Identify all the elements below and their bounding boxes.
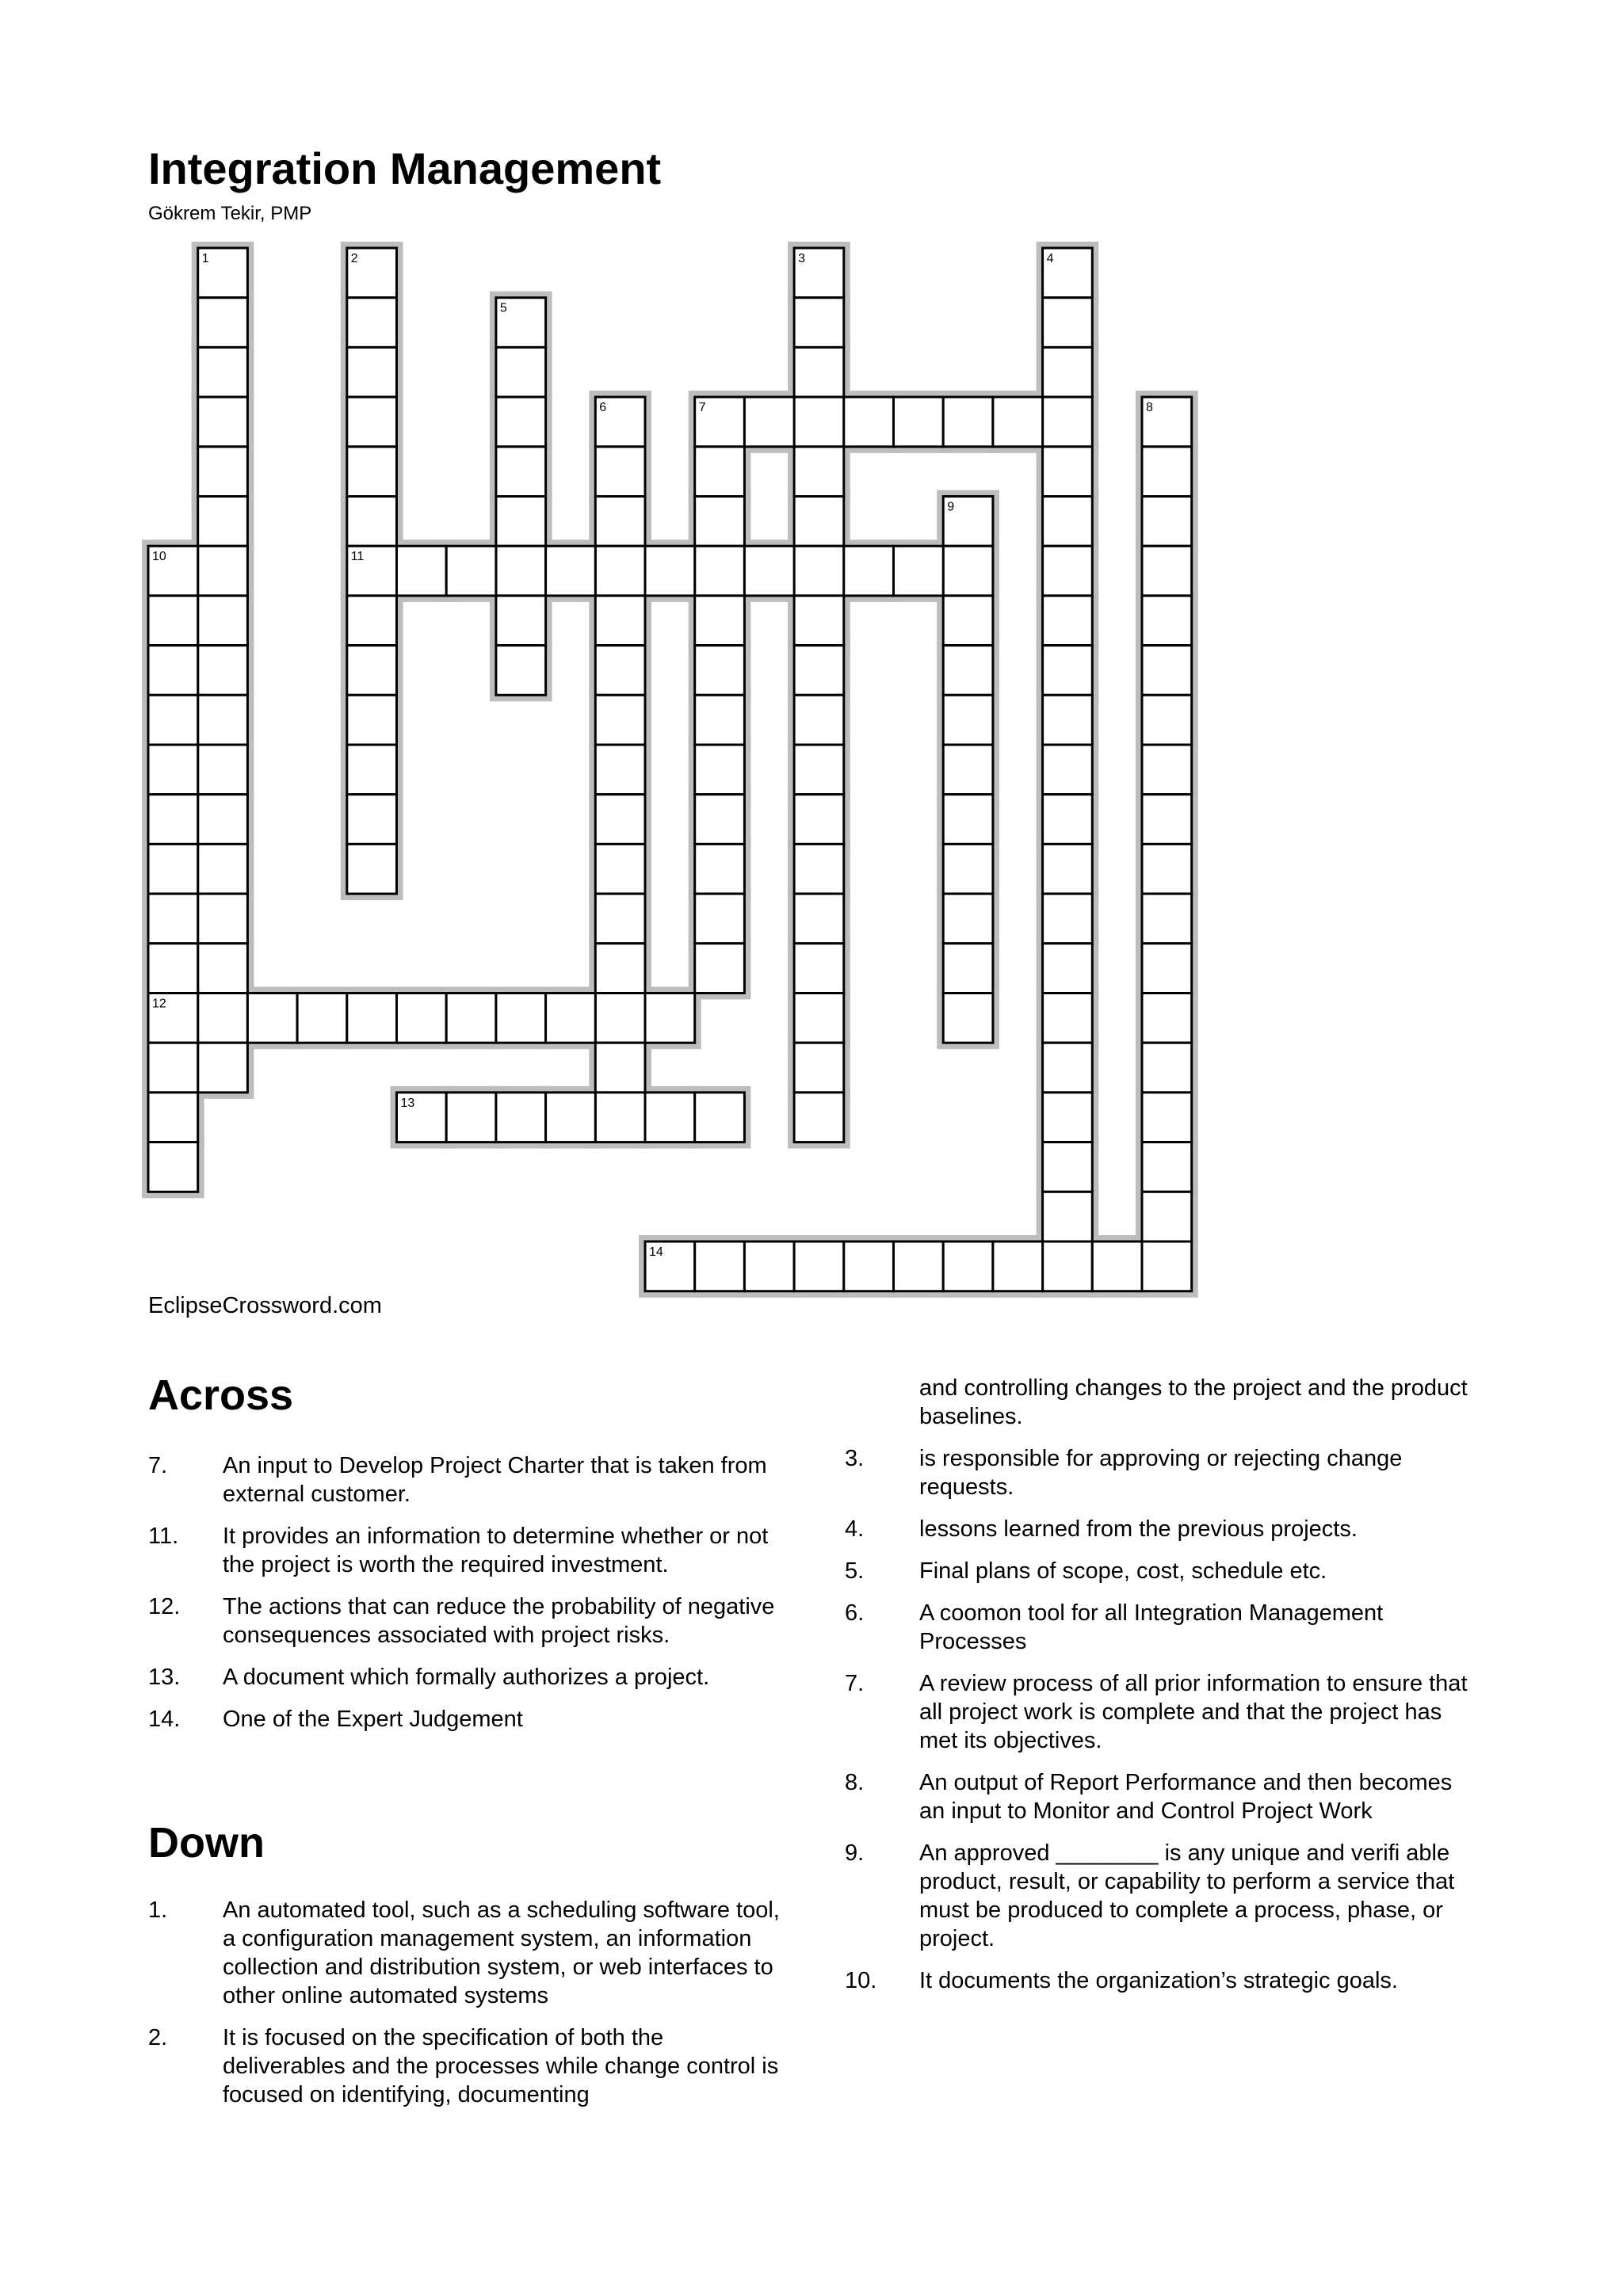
grid-cell[interactable] [744,1241,794,1291]
clue-number: 12. [148,1594,181,1619]
clue-number: 1. [148,1897,168,1923]
grid-cell[interactable] [595,1093,645,1142]
grid-cell[interactable] [148,596,198,646]
grid-cell[interactable] [198,596,248,646]
grid-cell[interactable] [347,497,397,547]
grid-cell[interactable] [894,1241,944,1291]
clue-text: An output of Report Performance and then becomes an input to Monitor and Control Project Work [919,1770,1453,1824]
grid-cell[interactable] [446,546,496,596]
grid-cell[interactable] [595,944,645,994]
grid-cell[interactable] [198,1043,248,1093]
grid-cell[interactable] [198,546,248,596]
grid-cell[interactable] [1142,695,1192,745]
page-title: Integration Management [148,143,662,193]
grid-cell[interactable] [198,646,248,696]
grid-cell[interactable] [794,546,844,596]
grid-cell[interactable] [1142,994,1192,1043]
grid-cell[interactable] [1043,596,1093,646]
grid-number: 7 [698,401,706,415]
grid-cell[interactable] [943,646,993,696]
down-clue [845,1599,1479,1656]
grid-number: 4 [1046,252,1054,265]
grid-cell[interactable] [347,347,397,397]
grid-cell[interactable] [347,795,397,845]
clue-text: An approved ________ is any unique and verifi able product, result, or capability to perform a service that must be produced to complete a process, phase, or project. [919,1840,1455,1951]
grid-cell[interactable] [744,397,794,447]
grid-cell[interactable] [595,795,645,845]
grid-cell[interactable] [1142,646,1192,696]
grid-cell[interactable] [1142,596,1192,646]
across-heading: Across [148,1371,294,1419]
grid-cell[interactable] [595,646,645,696]
grid-cell[interactable] [645,994,695,1043]
grid-cell[interactable] [744,546,794,596]
clue-number: 5. [845,1558,865,1584]
grid-number: 10 [152,550,166,564]
grid-cell[interactable] [794,994,844,1043]
grid-cell[interactable] [347,994,397,1043]
grid-number: 3 [798,252,806,265]
grid-cell[interactable] [397,994,447,1043]
clue-text: A coomon tool for all Integration Management Processes [919,1600,1384,1654]
clue-text: An automated tool, such as a scheduling software tool, a configuration management system, an information collection and distribution system, or web interfaces to other online automated systems [223,1897,780,2008]
across-clue-list [148,1451,782,1747]
grid-cell[interactable] [695,894,745,944]
grid-cell[interactable] [198,894,248,944]
grid-cell[interactable] [794,298,844,348]
grid-cell[interactable] [794,844,844,894]
grid-cell[interactable] [148,646,198,696]
grid-cell[interactable] [347,844,397,894]
clue-text: is responsible for approving or rejecting change requests. [919,1446,1403,1500]
site-credit: EclipseCrossword.com [148,1293,382,1318]
grid-cell[interactable] [347,298,397,348]
grid-cell[interactable] [297,994,347,1043]
clue-number: 7. [148,1453,168,1478]
grid-cell[interactable] [496,546,546,596]
clue-text: It provides an information to determine whether or not the project is worth the required investment. [223,1524,769,1577]
clue-text: and controlling changes to the project and the product baselines. [919,1375,1468,1429]
down-clue [148,2023,782,2109]
grid-cell[interactable] [695,795,745,845]
down-clue-continuation [845,1374,1479,1431]
across-clue [148,1663,782,1691]
grid-cell[interactable] [1142,944,1192,994]
grid-cell[interactable] [496,497,546,547]
grid-cell[interactable] [1043,646,1093,696]
grid-cell[interactable] [943,397,993,447]
grid-cell[interactable] [695,447,745,497]
grid-cell[interactable] [1043,894,1093,944]
grid-cell[interactable] [347,745,397,795]
grid-number: 12 [152,997,166,1011]
grid-cell[interactable] [347,596,397,646]
grid-cell[interactable] [148,745,198,795]
grid-cell[interactable] [198,844,248,894]
grid-cell[interactable] [496,1093,546,1142]
clue-number: 6. [845,1600,865,1626]
across-clue [148,1451,782,1508]
grid-cell[interactable] [943,994,993,1043]
grid-cell[interactable] [496,994,546,1043]
grid-cell[interactable] [595,447,645,497]
grid-cell[interactable] [794,397,844,447]
grid-cell[interactable] [695,944,745,994]
grid-cell[interactable] [347,447,397,497]
grid-cell[interactable] [546,546,596,596]
grid-number: 13 [400,1096,415,1110]
grid-cell[interactable] [645,546,695,596]
down-clue [845,1966,1479,1995]
grid-cell[interactable] [1142,546,1192,596]
grid-cell[interactable] [794,596,844,646]
grid-cell[interactable] [695,745,745,795]
grid-cell[interactable] [695,1093,745,1142]
clue-text: A review process of all prior information to ensure that all project work is complete and that the project has met its objectives. [919,1671,1468,1753]
grid-cell[interactable] [198,795,248,845]
grid-cell[interactable] [595,497,645,547]
grid-cell[interactable] [148,1142,198,1192]
clue-text: One of the Expert Judgement [223,1707,523,1732]
grid-cell[interactable] [993,397,1043,447]
grid-cell[interactable] [496,646,546,696]
grid-cell[interactable] [1142,745,1192,795]
grid-cell[interactable] [844,1241,894,1291]
grid-cell[interactable] [844,546,894,596]
grid-cell[interactable] [943,1241,993,1291]
grid-cell[interactable] [943,795,993,845]
down-clue [845,1444,1479,1501]
down-clue [845,1669,1479,1755]
grid-cell[interactable] [595,695,645,745]
grid-cell[interactable] [794,795,844,845]
grid-cell[interactable] [1142,1142,1192,1192]
grid-cell[interactable] [794,1241,844,1291]
grid-number: 6 [599,401,607,415]
grid-cell[interactable] [148,944,198,994]
grid-cell[interactable] [1043,994,1093,1043]
grid-cell[interactable] [695,844,745,894]
down-clue [148,1896,782,2010]
grid-cell[interactable] [1043,447,1093,497]
clue-number: 9. [845,1840,865,1866]
grid-cell[interactable] [1142,894,1192,944]
grid-cell[interactable] [943,894,993,944]
grid-cell[interactable] [794,347,844,397]
grid-cell[interactable] [496,397,546,447]
grid-cell[interactable] [496,447,546,497]
clue-number: 3. [845,1446,865,1471]
grid-cell[interactable] [1142,844,1192,894]
grid-cell[interactable] [1043,1093,1093,1142]
grid-number: 14 [649,1245,663,1259]
clue-text: The actions that can reduce the probability of negative consequences associated with project risks. [223,1594,775,1648]
grid-cell[interactable] [1043,795,1093,845]
grid-cell[interactable] [198,298,248,348]
across-clue [148,1705,782,1733]
grid-cell[interactable] [1043,844,1093,894]
down-clue-list-continued [845,1374,1479,2008]
grid-cell[interactable] [148,1093,198,1142]
grid-cell[interactable] [1043,695,1093,745]
clue-number: 14. [148,1707,181,1732]
grid-cell[interactable] [1043,1192,1093,1241]
grid-cell[interactable] [1043,1241,1093,1291]
grid-cell[interactable] [1142,497,1192,547]
grid-cell[interactable] [347,397,397,447]
down-heading: Down [148,1819,265,1867]
grid-cell[interactable] [148,695,198,745]
grid-cell[interactable] [198,497,248,547]
clue-number: 10. [845,1968,877,1993]
grid-cell[interactable] [595,994,645,1043]
grid-cell[interactable] [794,1043,844,1093]
grid-cell[interactable] [695,546,745,596]
grid-cell[interactable] [993,1241,1043,1291]
grid-cell[interactable] [546,994,596,1043]
grid-cell[interactable] [397,546,447,596]
grid-cell[interactable] [1043,298,1093,348]
grid-cell[interactable] [1043,1043,1093,1093]
grid-cell[interactable] [794,447,844,497]
clue-number: 4. [845,1516,865,1542]
grid-cell[interactable] [943,944,993,994]
clue-text: A document which formally authorizes a project. [223,1665,710,1690]
grid-cell[interactable] [695,596,745,646]
grid-cell[interactable] [1142,1043,1192,1093]
grid-cell[interactable] [148,795,198,845]
grid-cell[interactable] [546,1093,596,1142]
grid-cell[interactable] [198,347,248,397]
grid-cell[interactable] [1043,347,1093,397]
clue-number: 11. [148,1524,179,1549]
grid-cell[interactable] [1043,497,1093,547]
grid-cell[interactable] [1142,1192,1192,1241]
clue-number: 7. [845,1671,865,1696]
grid-cell[interactable] [794,894,844,944]
grid-cell[interactable] [943,695,993,745]
grid-cell[interactable] [1043,745,1093,795]
grid-cell[interactable] [496,596,546,646]
author-name: Gökrem Tekir, PMP [148,203,312,224]
grid-cell[interactable] [695,646,745,696]
grid-cell[interactable] [695,497,745,547]
clue-number: 13. [148,1665,181,1690]
grid-cell[interactable] [794,695,844,745]
down-clue [845,1557,1479,1585]
grid-cell[interactable] [595,745,645,795]
grid-number: 2 [350,252,358,265]
grid-cell[interactable] [198,745,248,795]
grid-cell[interactable] [1142,1241,1192,1291]
grid-cell[interactable] [794,944,844,994]
grid-cell[interactable] [1043,944,1093,994]
grid-cell[interactable] [198,447,248,497]
grid-cell[interactable] [1092,1241,1142,1291]
grid-cell[interactable] [595,546,645,596]
clue-text: It documents the organization’s strategic goals. [919,1968,1398,1993]
grid-cell[interactable] [446,994,496,1043]
grid-cell[interactable] [894,397,944,447]
clue-text: It is focused on the specification of both the deliverables and the processes while change control is focused on identifying, documenting [223,2025,779,2107]
grid-cell[interactable] [894,546,944,596]
clue-text: lessons learned from the previous projects. [919,1516,1358,1542]
grid-cell[interactable] [1142,447,1192,497]
grid-cell[interactable] [794,745,844,795]
grid-cell[interactable] [446,1093,496,1142]
clue-text: An input to Develop Project Charter that is taken from external customer. [223,1453,767,1507]
grid-number: 9 [947,500,955,514]
grid-cell[interactable] [794,646,844,696]
grid-cell[interactable] [198,397,248,447]
grid-cell[interactable] [943,745,993,795]
grid-cell[interactable] [844,397,894,447]
grid-cell[interactable] [1142,795,1192,845]
grid-cell[interactable] [595,596,645,646]
clue-number: 2. [148,2025,168,2050]
down-clue-list [148,1896,782,2122]
across-clue [148,1592,782,1650]
grid-cell[interactable] [595,894,645,944]
grid-cell[interactable] [198,944,248,994]
grid-cell[interactable] [496,347,546,397]
grid-cell[interactable] [198,994,248,1043]
grid-cell[interactable] [1043,397,1093,447]
grid-number: 5 [499,301,507,315]
grid-cell[interactable] [148,1043,198,1093]
grid-number: 8 [1146,401,1153,415]
down-clue [845,1768,1479,1825]
grid-cell[interactable] [1043,546,1093,596]
grid-number: 1 [201,252,209,265]
grid-cell[interactable] [794,1093,844,1142]
grid-cell[interactable] [1142,1093,1192,1142]
grid-cell[interactable] [695,1241,745,1291]
across-clue [148,1522,782,1579]
grid-cell[interactable] [148,894,198,944]
grid-cell[interactable] [794,497,844,547]
grid-cell[interactable] [595,1043,645,1093]
grid-cell[interactable] [148,844,198,894]
grid-cell[interactable] [247,994,297,1043]
grid-cell[interactable] [695,695,745,745]
grid-cell[interactable] [1043,1142,1093,1192]
grid-cell[interactable] [645,1093,695,1142]
grid-cell[interactable] [347,695,397,745]
grid-number: 11 [350,550,365,564]
clue-number: 8. [845,1770,865,1795]
grid-cell[interactable] [943,596,993,646]
grid-cell[interactable] [595,844,645,894]
grid-cell[interactable] [198,695,248,745]
down-clue [845,1515,1479,1543]
grid-cell[interactable] [943,546,993,596]
grid-cell[interactable] [943,844,993,894]
clue-text: Final plans of scope, cost, schedule etc. [919,1558,1327,1584]
down-clue [845,1839,1479,1953]
grid-cell[interactable] [347,646,397,696]
